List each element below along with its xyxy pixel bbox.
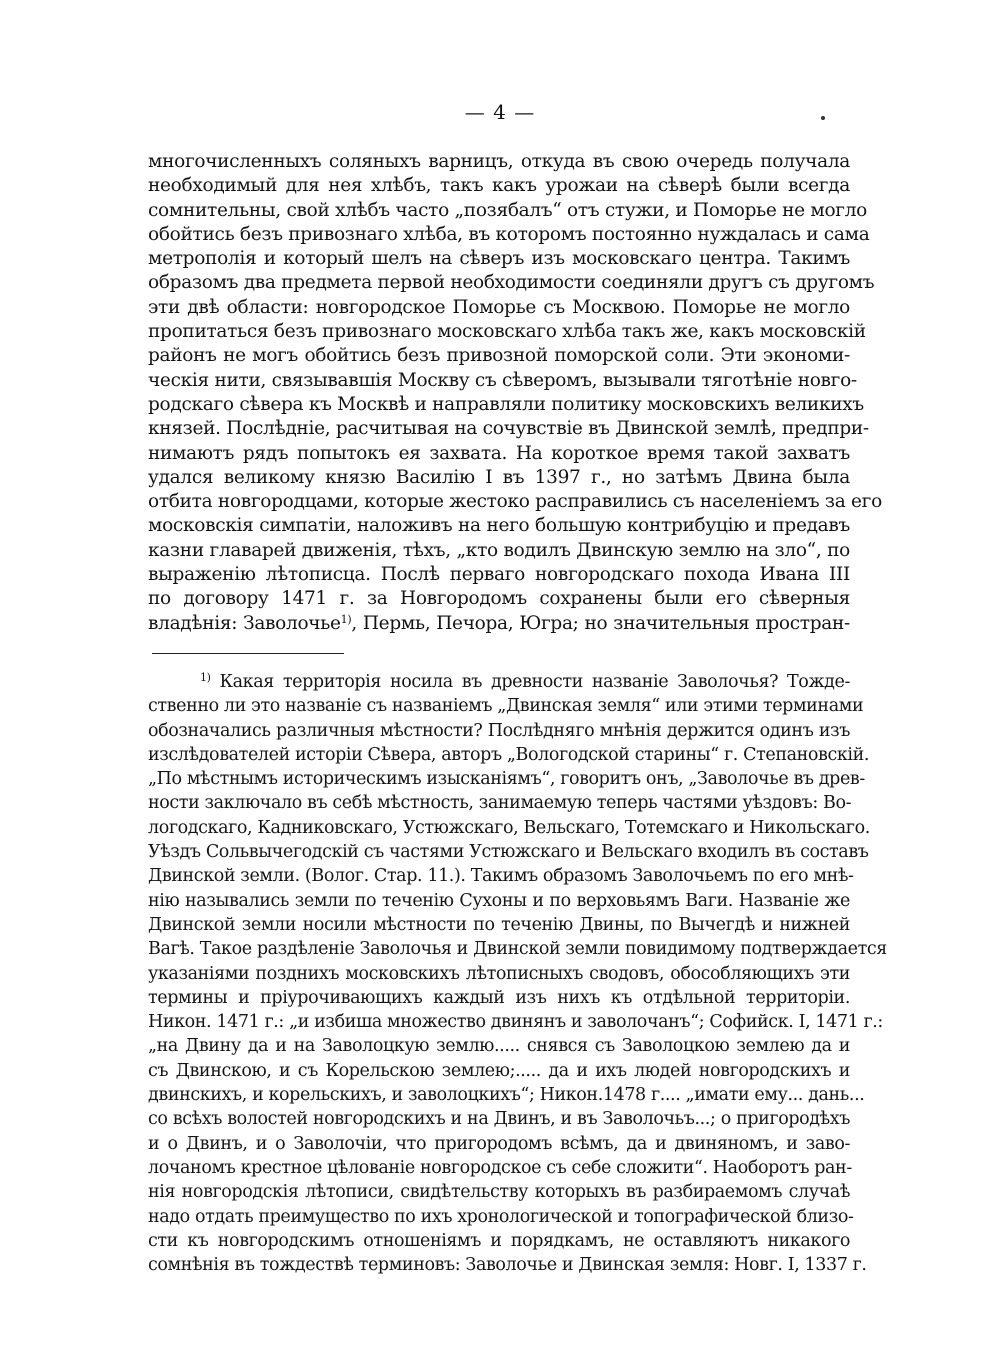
text-line: эти двѣ области: новгородское Поморье съ Москвою. Поморье не могло bbox=[148, 296, 850, 318]
text-line-with-footnote-ref bbox=[148, 612, 850, 636]
text-line: сомнительны, свой хлѣбъ часто „позябалъ“ отъ стужи, и Поморье не могло bbox=[148, 199, 867, 221]
footnote-line: сомнѣнія въ тождествѣ терминовъ: Заволочье и Двинская земля: Новг. I, 1337 г. bbox=[148, 1255, 867, 1276]
footnote bbox=[148, 670, 887, 1277]
footnote-line: логодскаго, Кадниковскаго, Устюжскаго, Вельскаго, Тотемскаго и Никольскаго. bbox=[148, 817, 870, 838]
text-segment: владѣнія: Заволочье bbox=[148, 612, 341, 634]
footnote-line: Двинской земли носили мѣстности по теченію Двины, по Вычегдѣ и нижней bbox=[148, 914, 850, 935]
footnote-line: изслѣдователей исторіи Сѣвера, авторъ „Вологодской старины“ г. Степановскій. bbox=[148, 744, 870, 765]
text-line: метрополія и который шелъ на сѣверъ изъ московскаго центра. Такимъ bbox=[148, 248, 850, 270]
footnote-line: Уѣздъ Сольвычегодскій съ частями Устюжскаго и Вельскаго входилъ въ составъ bbox=[148, 842, 869, 863]
text-line: по договору 1471 г. за Новгородомъ сохранены были его сѣверныя bbox=[148, 588, 850, 610]
footnote-line: „По мѣстнымъ историческимъ изысканіямъ“, говоритъ онъ, „Заволочье въ древ- bbox=[148, 769, 865, 790]
text-line: необходимый для нея хлѣбъ, такъ какъ урожаи на сѣверѣ были всегда bbox=[148, 175, 850, 197]
text-line: родскаго сѣвера къ Москвѣ и направляли политику московскихъ великихъ bbox=[148, 393, 864, 415]
footnote-line: сти къ новгородскимъ отношеніямъ и порядкамъ, не оставляютъ никакого bbox=[148, 1230, 850, 1251]
footnote-line: и о Двинъ, и о Заволочіи, что пригородомъ всѣмъ, да и двиняномъ, и заво- bbox=[148, 1133, 850, 1154]
text-line: казни главарей движенія, тѣхъ, „кто водилъ Двинскую землю на зло“, по bbox=[148, 539, 850, 561]
text-line: пропитаться безъ привознаго московскаго хлѣба такъ же, какъ московскій bbox=[148, 321, 866, 343]
footnote-line: ственно ли это названіе съ названіемъ „Двинская земля“ или этими терминами bbox=[148, 696, 864, 717]
text-line: выраженію лѣтописца. Послѣ перваго новгородскаго похода Ивана III bbox=[148, 564, 850, 586]
footnote-line: указаніями позднихъ московскихъ лѣтописныхъ сводовъ, обособляющихъ эти bbox=[148, 963, 850, 984]
footnote-separator bbox=[152, 653, 344, 654]
footnote-line: термины и пріурочивающихъ каждый изъ нихъ къ отдѣльной территоріи. bbox=[148, 987, 850, 1008]
text-line: образомъ два предмета первой необходимости соединяли другъ съ другомъ bbox=[148, 272, 875, 294]
text-segment: , Пермь, Печора, Югра; но значительныя простран- bbox=[351, 612, 850, 634]
footnote-line: „на Двину да и на Заволоцкую землю..... снявся съ Заволоцкою землею да и bbox=[148, 1036, 850, 1057]
footnote-line: обозначались различныя мѣстности? Послѣдняго мнѣнія держится одинъ изъ bbox=[148, 720, 850, 741]
page-number: — 4 — bbox=[464, 100, 536, 124]
footnote-first-line bbox=[148, 670, 850, 694]
footnote-line: Никон. 1471 г.: „и избиша множество двинянъ и заволочанъ“; Софийск. I, 1471 г.: bbox=[148, 1012, 883, 1033]
text-line: многочисленныхъ соляныхъ варницъ, откуда въ свою очередь получала bbox=[148, 151, 850, 172]
footnote-line: надо отдать преимущество по ихъ хронологической и топографической близо- bbox=[148, 1206, 854, 1227]
text-line: московскія симпатіи, наложивъ на него большую контрибуцію и предавъ bbox=[148, 515, 850, 537]
text-line: отбита новгородцами, которые жестоко расправились съ населеніемъ за его bbox=[148, 491, 882, 513]
footnote-line: двинскихъ, и корельскихъ, и заволоцкихъ“; Никон.1478 г.... „имати ему... дань... bbox=[148, 1085, 865, 1106]
text-segment: Какая территорія носила въ древности названіе Заволочья? Тожде- bbox=[219, 672, 850, 692]
text-line: князей. Послѣдніе, расчитывая на сочувствіе въ Двинской землѣ, предпри- bbox=[148, 418, 869, 440]
footnote-line: съ Двинскою, и съ Корельскою землею;..... да и ихъ людей новгородскихъ и bbox=[148, 1060, 850, 1081]
text-line: ческія нити, связывавшія Москву съ сѣверомъ, вызывали тяготѣніе новго- bbox=[148, 369, 857, 391]
main-text bbox=[148, 150, 882, 636]
text-line: районъ не могъ обойтись безъ привозной поморской соли. Эти экономи- bbox=[148, 345, 850, 367]
footnote-line: ности заключало въ себѣ мѣстность, занимаемую теперь частями уѣздовъ: Во- bbox=[148, 793, 852, 814]
text-line: нимаютъ рядъ попытокъ ея захвата. На короткое время такой захватъ bbox=[148, 442, 850, 464]
text-line: удался великому князю Василію I въ 1397 г., но затѣмъ Двина была bbox=[148, 466, 850, 488]
footnote-mark: 1) bbox=[200, 671, 211, 684]
footnote-line: нія новгородскія лѣтописи, свидѣтельству которыхъ въ разбираемомъ случаѣ bbox=[148, 1182, 850, 1203]
footnote-line: лочаномъ крестное цѣлованіе новгородское съ себе сложити“. Наоборотъ ран- bbox=[148, 1157, 852, 1178]
footnote-line: со всѣхъ волостей новгородскихъ и на Двинъ, и въ Заволочьъ...; о пригородѣхъ bbox=[148, 1109, 850, 1130]
footnote-line: Вагѣ. Такое раздѣленіе Заволочья и Двинской земли повидимому подтверждается bbox=[148, 939, 887, 960]
text-line: обойтись безъ привознаго хлѣба, въ которомъ постоянно нуждалась и сама bbox=[148, 223, 870, 245]
footnote-line: Двинской земли. (Волог. Стар. 11.). Такимъ образомъ Заволочьемъ по его мнѣ- bbox=[148, 866, 854, 887]
footnote-reference[interactable]: 1) bbox=[340, 612, 352, 626]
footnote-line: нію назывались земли по теченію Сухоны и по верховьямъ Ваги. Названіе же bbox=[148, 890, 850, 911]
printing-speck bbox=[821, 116, 825, 120]
